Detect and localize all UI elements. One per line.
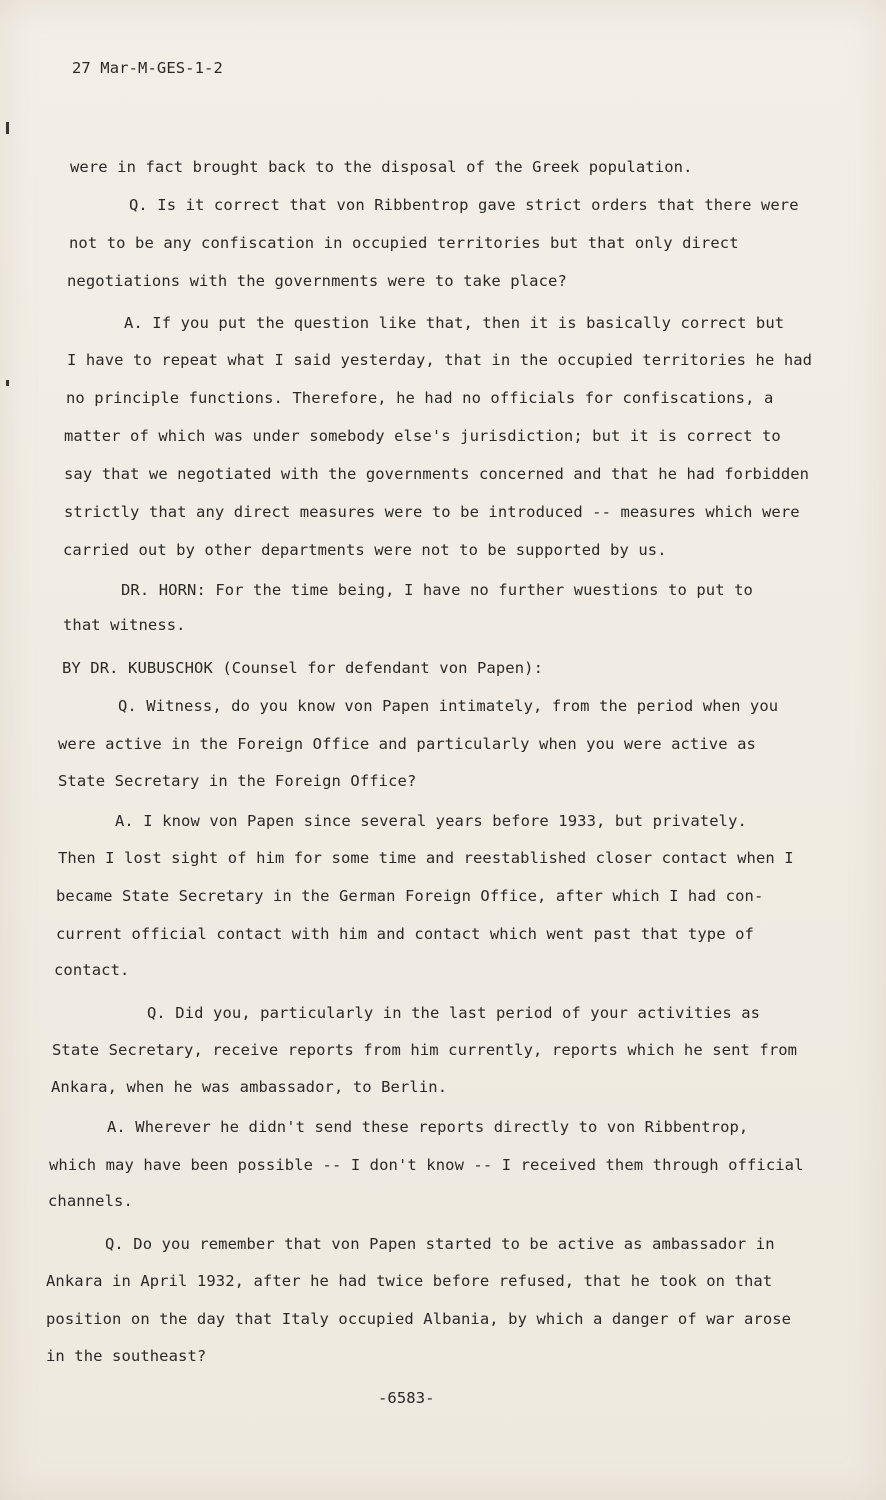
answer-line: A. Wherever he didn't send these reports directly to von Ribbentrop,: [107, 1118, 749, 1136]
text-line: were active in the Foreign Office and particularly when you were active as: [58, 735, 756, 753]
page-number: -6583-: [378, 1389, 435, 1407]
text-line: matter of which was under somebody else's jurisdiction; but it is correct to: [64, 427, 781, 445]
text-line: say that we negotiated with the governments concerned and that he had forbidden: [64, 465, 810, 483]
text-line: not to be any confiscation in occupied territories but that only direct: [69, 234, 739, 252]
speaker-line: DR. HORN: For the time being, I have no further wuestions to put to: [121, 581, 753, 599]
document-reference: 27 Mar-M-GES-1-2: [72, 59, 223, 77]
text-line: became State Secretary in the German Foreign Office, after which I had con-: [56, 887, 764, 905]
binding-mark: [6, 122, 9, 134]
text-line: no principle functions. Therefore, he had no officials for confiscations, a: [66, 389, 774, 407]
text-line: in the southeast?: [46, 1347, 207, 1365]
examination-heading: BY DR. KUBUSCHOK (Counsel for defendant von Papen):: [62, 659, 544, 677]
text-line: current official contact with him and contact which went past that type of: [56, 925, 754, 943]
binding-mark: [6, 380, 9, 386]
text-line: were in fact brought back to the disposal of the Greek population.: [70, 158, 693, 176]
text-line: carried out by other departments were not to be supported by us.: [63, 541, 667, 559]
text-line: Ankara, when he was ambassador, to Berlin.: [51, 1078, 448, 1096]
question-line: Q. Witness, do you know von Papen intimately, from the period when you: [118, 697, 779, 715]
text-line: contact.: [54, 961, 130, 979]
text-line: which may have been possible -- I don't know -- I received them through official: [49, 1156, 804, 1174]
question-line: Q. Did you, particularly in the last period of your activities as: [147, 1004, 761, 1022]
question-line: Q. Do you remember that von Papen started to be active as ambassador in: [105, 1235, 775, 1253]
text-line: Ankara in April 1932, after he had twice before refused, that he took on that: [46, 1272, 773, 1290]
text-line: that witness.: [63, 616, 186, 634]
text-line: negotiations with the governments were to take place?: [67, 272, 567, 290]
text-line: State Secretary, receive reports from him currently, reports which he sent from: [52, 1041, 798, 1059]
text-line: Then I lost sight of him for some time and reestablished closer contact when I: [58, 849, 794, 867]
question-line: Q. Is it correct that von Ribbentrop gave strict orders that there were: [129, 196, 799, 214]
text-line: State Secretary in the Foreign Office?: [58, 772, 417, 790]
answer-line: A. If you put the question like that, then it is basically correct but: [124, 314, 785, 332]
text-line: strictly that any direct measures were to be introduced -- measures which were: [64, 503, 800, 521]
answer-line: A. I know von Papen since several years before 1933, but privately.: [115, 812, 747, 830]
text-line: channels.: [48, 1192, 133, 1210]
text-line: position on the day that Italy occupied Albania, by which a danger of war arose: [46, 1310, 792, 1328]
text-line: I have to repeat what I said yesterday, that in the occupied territories he had: [67, 351, 813, 369]
